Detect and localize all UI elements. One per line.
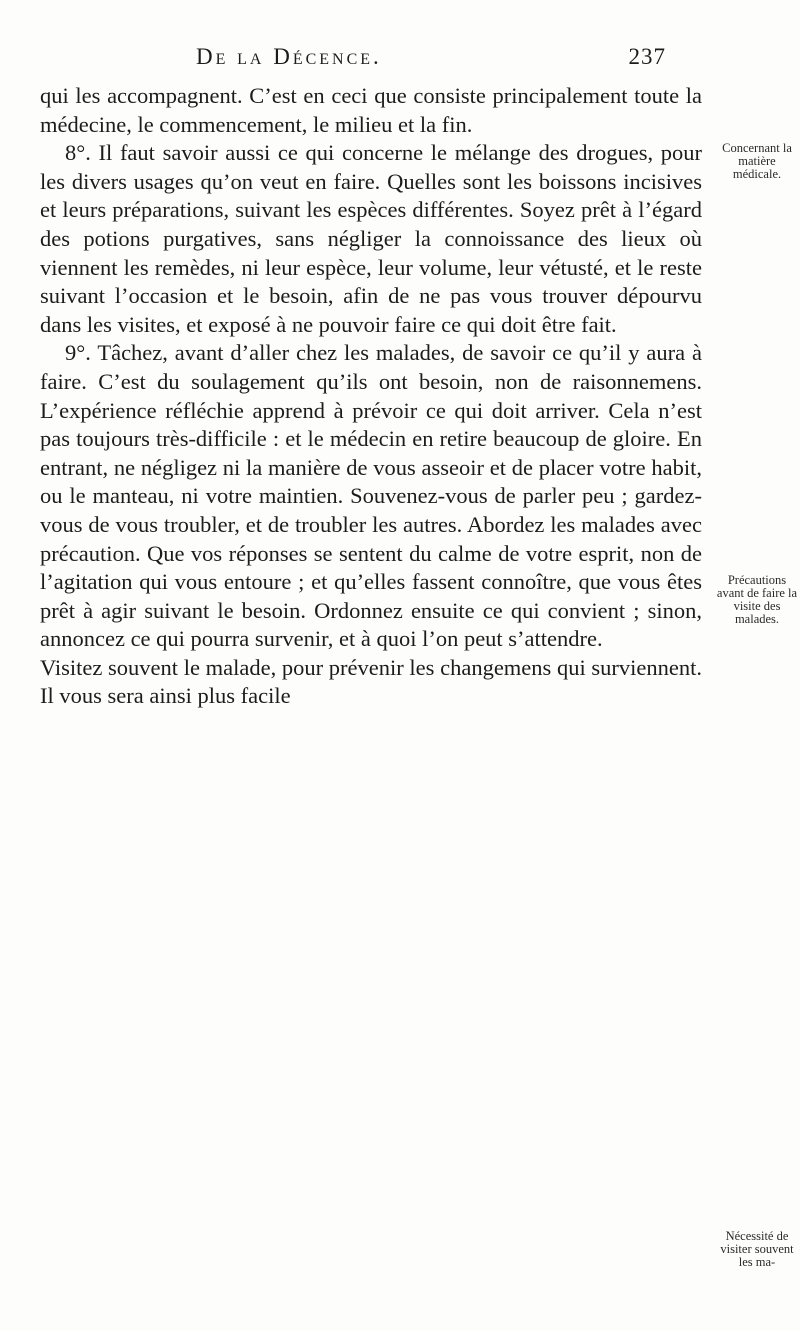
running-head xyxy=(196,44,666,74)
body-text xyxy=(40,82,702,711)
paragraph-continuation: qui les accompagnent. C’est en ceci que consiste principalement toute la médecine, le commencement, le milieu et la fin. xyxy=(40,83,702,137)
paragraph-visitez: Visitez souvent le malade, pour prévenir les changemens qui surviennent. Il vous sera ainsi plus facile xyxy=(40,654,702,709)
running-head-title: De la Décence. xyxy=(196,44,382,69)
paragraph-8: 8°. Il faut savoir aussi ce qui concerne le mélange des drogues, pour les divers usages qu’on veut en faire. Quelles sont les boissons incisives et leurs préparations, suivant les espèces différentes. Soyez prêt à l’égard des potions purgatives, sans négliger la connoissance des lieux où viennent les remèdes, ni leur espèce, leur volume, leur vétusté, et le reste suivant l’occasion et le besoin, afin de ne pas vous trouver dépourvu dans les visites, et exposé à ne pouvoir faire ce qui doit être fait. xyxy=(40,140,702,337)
paragraph-9: 9°. Tâchez, avant d’aller chez les malades, de savoir ce qu’il y aura à faire. C’est du soulagement qu’ils ont besoin, non de raisonnemens. L’expérience réfléchie apprend à prévoir ce qui doit arriver. Cela n’est pas toujours très-difficile : et le médecin en retire beaucoup de gloire. En entrant, ne négligez ni la manière de vous asseoir et de placer votre habit, ou le manteau, ni votre maintien. Souvenez-vous de parler peu ; gardez-vous de vous troubler, et de troubler les autres. Abordez les malades avec précaution. Que vos réponses se sentent du calme de votre esprit, non de l’agitation qui vous entoure ; et qu’elles fassent connoître, que vous êtes prêt à agir suivant le besoin. Ordonnez ensuite ce qui convient ; sinon, annoncez ce qui pourra survenir, et à quoi l’on peut s’attendre. xyxy=(40,340,702,652)
margin-note-necessite: Nécessité de visiter souvent les ma- xyxy=(720,1229,794,1269)
page-number: 237 xyxy=(628,44,666,69)
margin-note-matiere-medicale: Concernant la matière médicale. xyxy=(722,141,792,181)
margin-note-precautions: Précautions avant de faire la visite des malades. xyxy=(716,573,798,626)
